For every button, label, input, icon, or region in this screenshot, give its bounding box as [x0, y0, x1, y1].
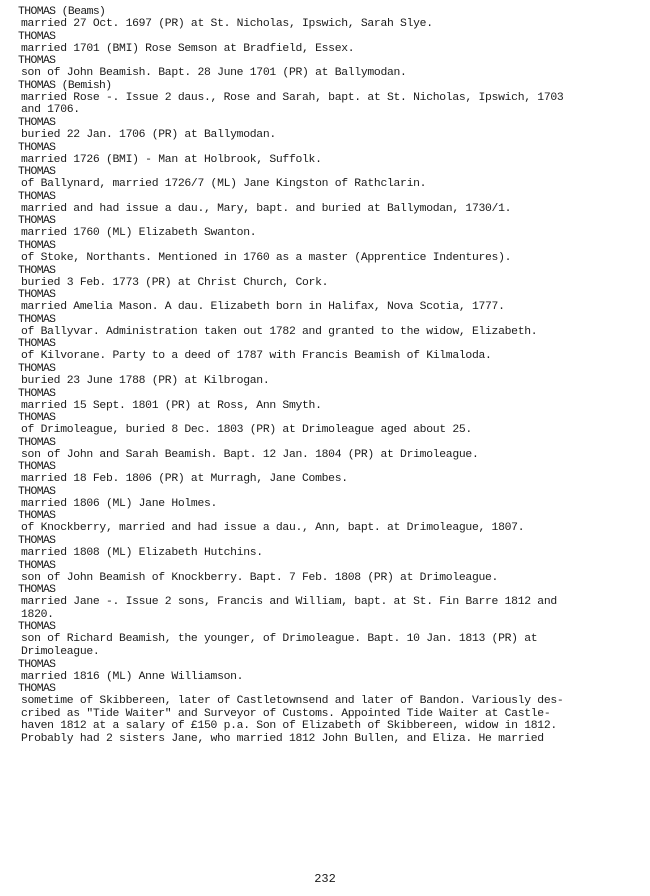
entry-detail: married Amelia Mason. A dau. Elizabeth born in Halifax, Nova Scotia, 1777. [21, 301, 505, 314]
entry-name: THOMAS [18, 436, 56, 449]
entry-name: THOMAS [18, 166, 56, 179]
entry-name: THOMAS (Beams) [18, 6, 106, 18]
genealogy-entry [18, 584, 640, 621]
genealogy-entry [18, 560, 640, 585]
genealogy-entry [18, 510, 640, 535]
entry-detail: married 1726 (BMI) - Man at Holbrook, Suffolk. [21, 153, 322, 166]
entry-name: THOMAS [18, 30, 56, 43]
entry-name: THOMAS [18, 239, 56, 252]
entry-detail: buried 3 Feb. 1773 (PR) at Christ Church, Cork. [21, 276, 329, 289]
entry-detail: of Stoke, Northants. Mentioned in 1760 as a master (Apprentice Indentures). [21, 251, 512, 264]
genealogy-entry [18, 412, 640, 437]
entry-detail: son of John Beamish. Bapt. 28 June 1701 (PR) at Ballymodan. [21, 67, 407, 80]
entry-name: THOMAS [18, 412, 56, 425]
entry-detail: of Ballynard, married 1726/7 (ML) Jane Kingston of Rathclarin. [21, 178, 427, 191]
genealogy-entry [18, 338, 640, 363]
entry-detail: of Kilvorane. Party to a deed of 1787 with Francis Beamish of Kilmaloda. [21, 350, 492, 363]
entry-name: THOMAS [18, 485, 56, 498]
entry-detail: of Knockberry, married and had issue a dau., Ann, bapt. at Drimoleague, 1807. [21, 522, 525, 535]
entry-detail: sometime of Skibbereen, later of Castletownsend and later of Bandon. Variously des- cribed as "Tide Waiter" and Surveyor of Customs. Appointed Tide Waiter at Castle- haven 1812 at a salary of £150 p.a. Son of Elizabeth of Skibbereen, widow in 1812. Probably had 2 sisters Jane, who married 1812 John Bullen, and Eliza. He married [21, 695, 564, 745]
entry-detail: married 15 Sept. 1801 (PR) at Ross, Ann Smyth. [21, 399, 322, 412]
genealogy-entry [18, 289, 640, 314]
entry-name: THOMAS [18, 116, 56, 129]
entry-name: THOMAS [18, 387, 56, 400]
genealogy-entry [18, 314, 640, 339]
entry-name: THOMAS [18, 141, 56, 154]
genealogy-entry [18, 486, 640, 511]
genealogy-entry [18, 535, 640, 560]
entry-name: THOMAS [18, 658, 56, 671]
entry-name: THOMAS [18, 461, 56, 474]
genealogy-entry [18, 265, 640, 290]
genealogy-entry [18, 166, 640, 191]
entry-name: THOMAS [18, 584, 56, 597]
entry-detail: married 1701 (BMI) Rose Semson at Bradfield, Essex. [21, 42, 355, 55]
genealogy-entry [18, 80, 640, 117]
entry-detail: married 1808 (ML) Elizabeth Hutchins. [21, 547, 263, 560]
genealogy-entry [18, 659, 640, 684]
entry-name: THOMAS [18, 535, 56, 548]
genealogy-entry [18, 6, 640, 31]
entry-detail: married and had issue a dau., Mary, bapt. and buried at Ballymodan, 1730/1. [21, 202, 512, 215]
genealogy-entry [18, 31, 640, 56]
entry-name: THOMAS [18, 313, 56, 326]
entry-name: THOMAS [18, 215, 56, 228]
genealogy-entry [18, 621, 640, 658]
entry-name: THOMAS [18, 338, 56, 351]
genealogy-entry [18, 388, 640, 413]
entry-name: THOMAS [18, 621, 56, 634]
entry-detail: son of John Beamish of Knockberry. Bapt. 7 Feb. 1808 (PR) at Drimoleague. [21, 571, 499, 584]
genealogy-entry [18, 363, 640, 388]
entry-name: THOMAS (Bemish) [18, 79, 112, 92]
entry-name: THOMAS [18, 264, 56, 277]
genealogy-entry [18, 683, 640, 745]
page-number: 232 [314, 872, 336, 886]
entry-detail: married 1806 (ML) Jane Holmes. [21, 497, 218, 510]
entry-detail: of Ballyvar. Administration taken out 1782 and granted to the widow, Elizabeth. [21, 325, 538, 338]
genealogy-entry [18, 461, 640, 486]
genealogy-entry [18, 437, 640, 462]
entry-detail: married 1816 (ML) Anne Williamson. [21, 670, 244, 683]
entry-detail: married 1760 (ML) Elizabeth Swanton. [21, 227, 257, 240]
entry-detail: married Jane -. Issue 2 sons, Francis and William, bapt. at St. Fin Barre 1812 and 1820. [21, 596, 557, 621]
genealogy-entry [18, 117, 640, 142]
entry-detail: married Rose -. Issue 2 daus., Rose and Sarah, bapt. at St. Nicholas, Ipswich, 1703 and 1706. [21, 91, 564, 117]
genealogy-entry [18, 240, 640, 265]
entry-name: THOMAS [18, 190, 56, 203]
entry-detail: married 18 Feb. 1806 (PR) at Murragh, Jane Combes. [21, 473, 348, 486]
genealogy-entry [18, 215, 640, 240]
entry-name: THOMAS [18, 362, 56, 375]
entry-name: THOMAS [18, 510, 56, 523]
entry-detail: buried 22 Jan. 1706 (PR) at Ballymodan. [21, 128, 276, 141]
genealogy-entry [18, 142, 640, 167]
entry-detail: buried 23 June 1788 (PR) at Kilbrogan. [21, 374, 270, 387]
entry-list [18, 6, 640, 746]
entry-name: THOMAS [18, 559, 56, 572]
entry-detail: married 27 Oct. 1697 (PR) at St. Nicholas, Ipswich, Sarah Slye. [21, 18, 433, 30]
genealogy-entry [18, 191, 640, 216]
entry-name: THOMAS [18, 289, 56, 302]
entry-name: THOMAS [18, 683, 56, 696]
entry-name: THOMAS [18, 55, 56, 68]
entry-detail: son of Richard Beamish, the younger, of Drimoleague. Bapt. 10 Jan. 1813 (PR) at Drimoleague. [21, 633, 538, 659]
entry-detail: of Drimoleague, buried 8 Dec. 1803 (PR) at Drimoleague aged about 25. [21, 424, 472, 437]
entry-detail: son of John and Sarah Beamish. Bapt. 12 Jan. 1804 (PR) at Drimoleague. [21, 448, 479, 461]
genealogy-entry [18, 55, 640, 80]
